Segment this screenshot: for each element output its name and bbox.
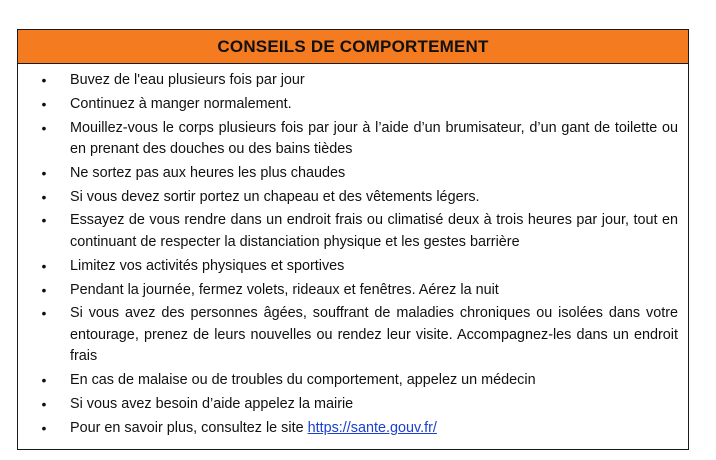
list-item-text: Pendant la journée, fermez volets, rideaux et fenêtres. Aérez la nuit [70,281,499,298]
bullet-icon: • [41,188,47,205]
bullet-icon: • [41,372,47,389]
bullet-icon: • [41,305,47,322]
list-item-text: Si vous avez besoin d’aide appelez la mairie [70,395,354,412]
list-item [18,70,678,92]
list-item-text: Si vous avez des personnes âgées, souffrant de maladies chroniques ou isolées dans votre entourage, prenez de leurs nouvelles ou rendez leur visite. Accompagnez-les dans un endroit frais [70,305,678,365]
bullet-icon: • [41,72,47,88]
list-item-text: Si vous devez sortir portez un chapeau et des vêtements légers. [70,188,480,205]
bullet-icon: • [41,95,47,112]
list-item [18,370,678,392]
more-info-text: Pour en savoir plus, consultez le site [70,419,308,436]
list-item [18,303,678,368]
advice-box [17,29,689,450]
list-item-text [70,418,678,440]
list-item [18,418,678,440]
bullet-icon: • [41,119,47,136]
list-item [18,187,678,209]
advice-list [18,64,688,439]
sante-gouv-link[interactable]: https://sante.gouv.fr/ [307,419,437,436]
list-item [18,210,678,253]
list-item [18,256,678,278]
list-item-text: Essayez de vous rendre dans un endroit frais ou climatisé deux à trois heures par jour, tout en continuant de respecter la distanciation physique et les gestes barrière [70,212,678,250]
list-item [18,394,678,416]
list-item-text: Limitez vos activités physiques et sportives [70,257,345,274]
bullet-icon: • [41,164,47,181]
bullet-icon: • [41,419,47,436]
list-item-text: Ne sortez pas aux heures les plus chaudes [70,164,346,181]
bullet-icon: • [41,212,47,229]
list-item [18,94,678,116]
list-item-text: Buvez de l'eau plusieurs fois par jour [70,72,305,88]
bullet-icon: • [41,281,47,298]
list-item [18,163,678,185]
list-item [18,118,678,161]
list-item-text: Continuez à manger normalement. [70,95,292,112]
advice-header [18,30,688,64]
list-item-text: Mouillez-vous le corps plusieurs fois par jour à l’aide d’un brumisateur, d’un gant de toilette ou en prenant des douches ou des bains tièdes [70,119,678,158]
list-item-text: En cas de malaise ou de troubles du comportement, appelez un médecin [70,372,536,389]
bullet-icon: • [41,257,47,274]
bullet-icon: • [41,395,47,412]
advice-title: CONSEILS DE COMPORTEMENT [217,36,489,56]
list-item [18,280,678,302]
